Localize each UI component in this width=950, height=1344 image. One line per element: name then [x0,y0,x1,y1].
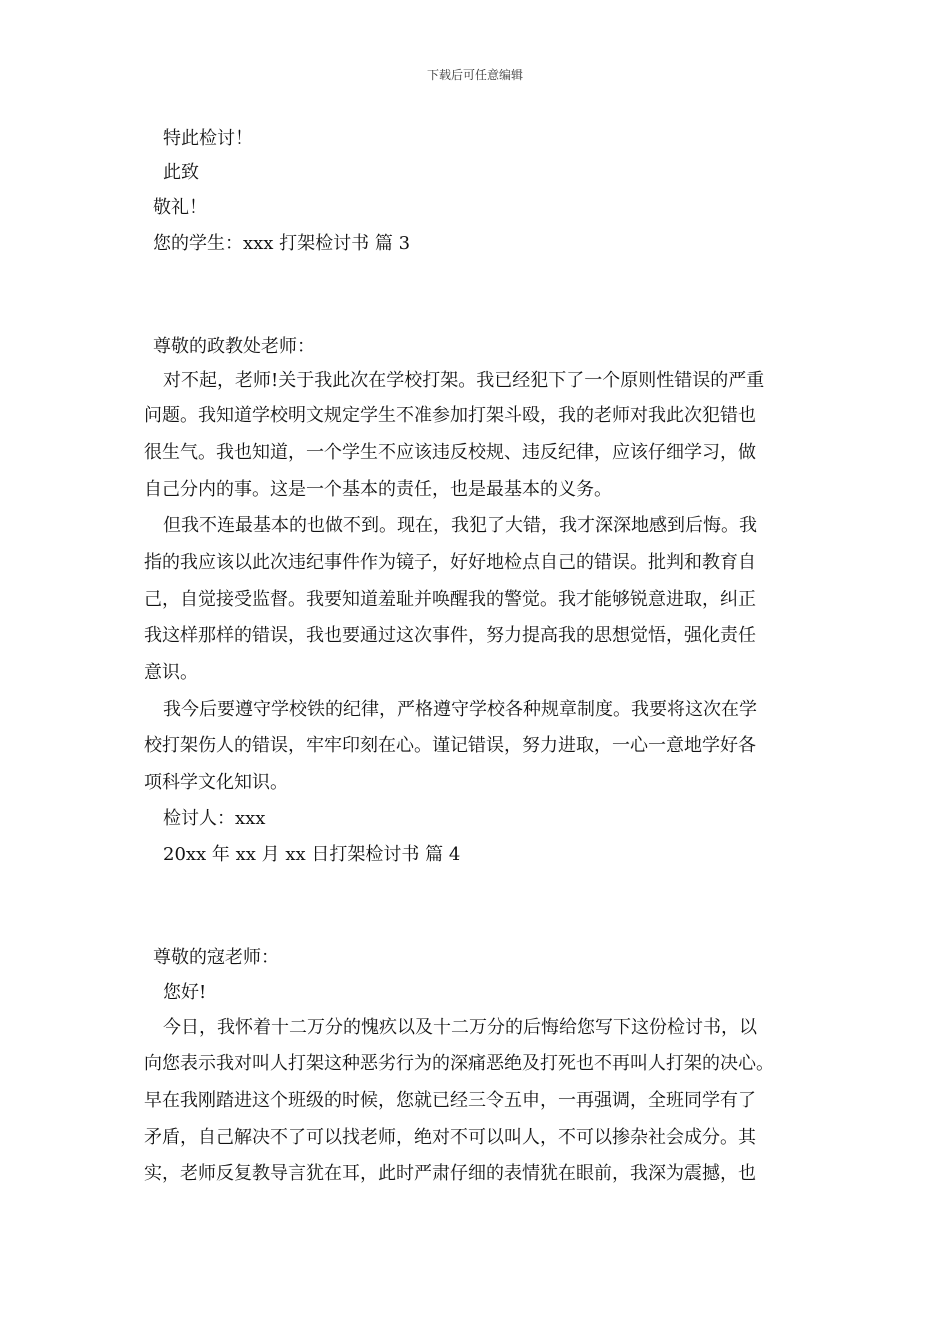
signer-line: 检讨人：xxx [163,808,266,829]
salutation: 尊敬的寇老师： [153,947,279,968]
greeting: 您好! [163,982,207,1003]
page-header-note: 下载后可任意编辑 [426,68,523,82]
date-and-title-line: 20xx 年 xx 月 xx 日打架检讨书 篇 4 [163,844,461,865]
paragraph-line: 我今后要遵守学校铁的纪律，严格遵守学校各种规章制度。我要将这次在学 [163,699,757,720]
paragraph-line: 但我不连最基本的也做不到。现在，我犯了大错，我才深深地感到后悔。我 [163,515,757,536]
closing-line: 此致 [163,162,199,183]
paragraph-line: 早在我刚踏进这个班级的时候，您就已经三令五申，一再强调，全班同学有了 [144,1090,756,1111]
paragraph-line: 问题。我知道学校明文规定学生不准参加打架斗殴，我的老师对我此次犯错也 [144,405,756,426]
paragraph-line: 今日，我怀着十二万分的愧疚以及十二万分的后悔给您写下这份检讨书，以 [163,1017,757,1038]
signature-and-title-line: 您的学生：xxx 打架检讨书 篇 3 [153,233,411,254]
paragraph-line: 己，自觉接受监督。我要知道羞耻并唤醒我的警觉。我才能够锐意进取，纠正 [144,589,756,610]
salutation: 尊敬的政教处老师： [153,336,315,357]
paragraph-line: 指的我应该以此次违纪事件作为镜子，好好地检点自己的错误。批判和教育自 [144,552,756,573]
paragraph-line: 校打架伤人的错误，牢牢印刻在心。谨记错误，努力进取，一心一意地学好各 [144,735,756,756]
paragraph-line: 自己分内的事。这是一个基本的责任，也是最基本的义务。 [144,479,612,500]
paragraph-line: 我这样那样的错误，我也要通过这次事件，努力提高我的思想觉悟，强化责任 [144,625,756,646]
closing-line: 敬礼！ [153,197,207,218]
paragraph-line: 向您表示我对叫人打架这种恶劣行为的深痛恶绝及打死也不再叫人打架的决心。 [144,1053,774,1074]
paragraph-line: 实，老师反复教导言犹在耳，此时严肃仔细的表情犹在眼前，我深为震撼，也 [144,1163,756,1184]
paragraph-line: 对不起，老师!关于我此次在学校打架。我已经犯下了一个原则性错误的严重 [163,370,765,391]
paragraph-line: 矛盾，自己解决不了可以找老师，绝对不可以叫人，不可以掺杂社会成分。其 [144,1127,756,1148]
closing-line: 特此检讨！ [163,128,253,149]
paragraph-line: 很生气。我也知道，一个学生不应该违反校规、违反纪律，应该仔细学习，做 [144,442,756,463]
paragraph-line: 意识。 [144,662,198,683]
paragraph-line: 项科学文化知识。 [144,772,288,793]
